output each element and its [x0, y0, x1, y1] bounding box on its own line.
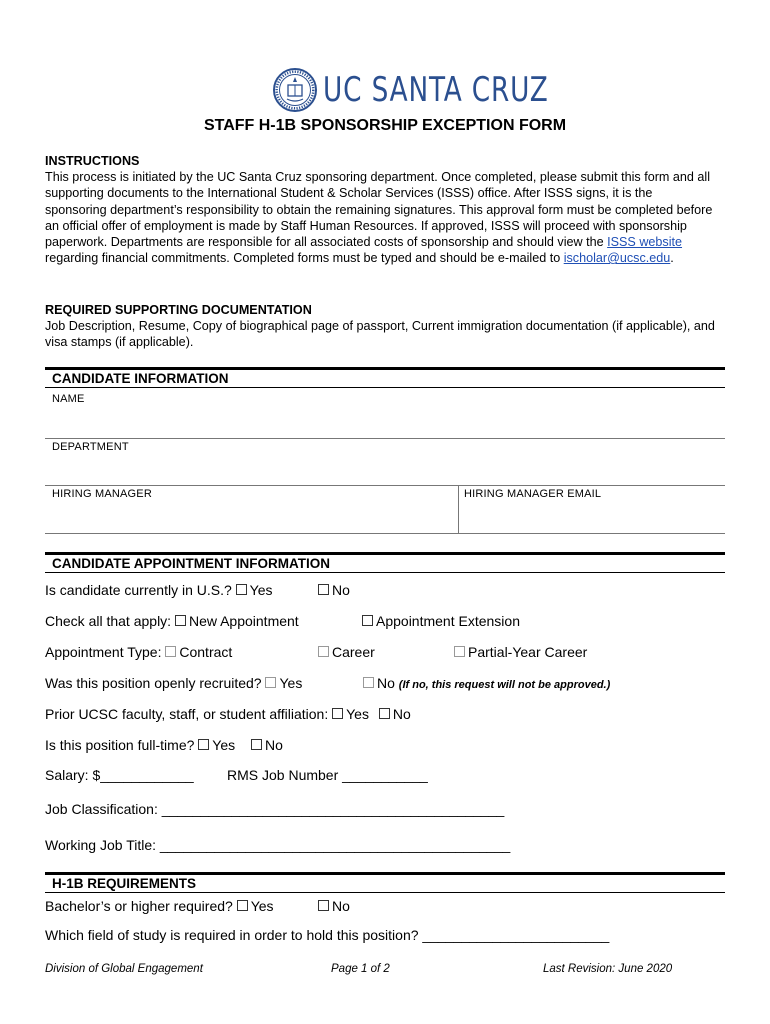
divider: [45, 533, 725, 534]
full-time-label: Is this position full-time?: [45, 737, 195, 753]
prior-affiliation-label: Prior UCSC faculty, staff, or student affiliation:: [45, 706, 329, 722]
recruited-note: (If no, this request will not be approved.): [398, 679, 611, 691]
openly-recruited-question: [45, 675, 302, 691]
hiring-manager-email-label: HIRING MANAGER EMAIL: [464, 488, 602, 500]
full-time-no-checkbox[interactable]: [251, 739, 262, 750]
h1b-section-header: [45, 872, 725, 893]
instructions-text-part-2: regarding financial commitments. Completed forms must be typed and should be e-mailed to: [45, 251, 564, 266]
full-time-yes-checkbox[interactable]: [198, 739, 209, 750]
new-appointment-checkbox[interactable]: [175, 615, 186, 626]
footer-revision: Last Revision: June 2020: [543, 963, 673, 975]
recruited-yes-label: Yes: [279, 675, 303, 691]
full-time-no-label: No: [265, 737, 283, 753]
divider: [45, 485, 725, 486]
candidate-info-heading: CANDIDATE INFORMATION: [52, 371, 229, 386]
prior-affiliation-question: [45, 706, 411, 722]
bachelors-question: [45, 898, 274, 914]
bachelors-yes-label: Yes: [250, 898, 274, 914]
bachelors-no-checkbox[interactable]: [318, 900, 329, 911]
footer-division: Division of Global Engagement: [45, 963, 203, 975]
name-field[interactable]: [45, 408, 725, 438]
appointment-type-question: [45, 644, 232, 660]
hiring-manager-email-field[interactable]: [459, 503, 725, 532]
appointment-extension-label: Appointment Extension: [376, 613, 520, 629]
name-label: NAME: [52, 393, 85, 405]
instructions-heading: INSTRUCTIONS: [45, 154, 140, 168]
page-title: STAFF H-1B SPONSORSHIP EXCEPTION FORM: [203, 117, 567, 134]
contract-label: Contract: [179, 644, 233, 660]
affiliation-no-label: No: [392, 706, 411, 722]
salary-field[interactable]: Salary: $____________: [45, 767, 194, 783]
career-option: [318, 644, 375, 660]
recruited-no-option: [363, 675, 610, 691]
hiring-manager-label: HIRING MANAGER: [52, 488, 152, 500]
supporting-docs-block: [45, 302, 715, 351]
bachelors-no-option: [318, 898, 350, 914]
check-all-label: Check all that apply:: [45, 613, 172, 629]
university-seal-icon: [273, 68, 317, 112]
in-us-question-label: Is candidate currently in U.S.?: [45, 582, 232, 598]
instructions-text: [45, 169, 715, 266]
recruited-no-label: No: [377, 675, 395, 691]
department-field[interactable]: [45, 456, 725, 485]
supporting-docs-heading: REQUIRED SUPPORTING DOCUMENTATION: [45, 303, 312, 317]
footer-page-number: Page 1 of 2: [331, 963, 390, 975]
new-appointment-label: New Appointment: [188, 613, 299, 629]
openly-recruited-label: Was this position openly recruited?: [45, 675, 262, 691]
bachelors-no-label: No: [332, 898, 350, 914]
logo-text: UC SANTA CRUZ: [323, 70, 549, 110]
career-label: Career: [332, 644, 375, 660]
instructions-text-part-3: .: [670, 251, 674, 266]
career-checkbox[interactable]: [318, 646, 329, 657]
affiliation-no-checkbox[interactable]: [379, 708, 390, 719]
in-us-no-option: [318, 582, 350, 598]
isss-email-link[interactable]: ischolar@ucsc.edu: [563, 251, 671, 266]
appointment-type-label: Appointment Type:: [45, 644, 162, 660]
h1b-heading: H-1B REQUIREMENTS: [52, 876, 197, 891]
contract-checkbox[interactable]: [165, 646, 176, 657]
partial-year-career-label: Partial-Year Career: [468, 644, 588, 660]
department-label: DEPARTMENT: [52, 441, 129, 453]
in-us-no-checkbox[interactable]: [318, 584, 329, 595]
instructions-block: [45, 153, 715, 266]
job-classification-field[interactable]: Job Classification: ____________________________________________: [45, 801, 505, 817]
affiliation-yes-label: Yes: [346, 706, 369, 722]
ucsc-logo: [273, 66, 585, 114]
isss-website-link[interactable]: ISSS website: [607, 235, 683, 250]
divider: [45, 438, 725, 439]
working-job-title-field[interactable]: Working Job Title: _____________________________________________: [45, 837, 511, 853]
full-time-yes-label: Yes: [212, 737, 236, 753]
in-us-no-label: No: [332, 582, 350, 598]
check-all-question: [45, 613, 299, 629]
partial-year-career-option: [454, 644, 587, 660]
bachelors-label: Bachelor’s or higher required?: [45, 898, 233, 914]
appointment-extension-checkbox[interactable]: [362, 615, 373, 626]
instructions-text-part-1: This process is initiated by the UC Santa Cruz sponsoring department. Once completed, please submit this form and all supporting documents to the International Student & Scholar Services (ISSS) office. After ISSS signs, it is the sponsoring department’s responsibility to obtain the remaining signatures. This approval form must be completed before an official offer of employment is made by Staff Human Resources. If approved, ISSS will proceed with sponsorship paperwork. Departments are responsible for all associated costs of sponsorship and should view the: [45, 170, 713, 250]
recruited-yes-checkbox[interactable]: [265, 677, 276, 688]
appointment-heading: CANDIDATE APPOINTMENT INFORMATION: [52, 556, 330, 571]
affiliation-yes-checkbox[interactable]: [332, 708, 343, 719]
hiring-manager-field[interactable]: [45, 503, 457, 532]
candidate-info-section-header: [45, 367, 725, 388]
supporting-docs-text: Job Description, Resume, Copy of biographical page of passport, Current immigration documentation (if applicable), and visa stamps (if applicable).: [45, 319, 715, 350]
in-us-yes-checkbox[interactable]: [236, 584, 247, 595]
full-time-question: [45, 737, 283, 753]
bachelors-yes-checkbox[interactable]: [237, 900, 248, 911]
recruited-no-checkbox[interactable]: [363, 677, 374, 688]
appointment-section-header: [45, 552, 725, 573]
in-us-question: [45, 582, 273, 598]
partial-year-career-checkbox[interactable]: [454, 646, 465, 657]
rms-job-number-field[interactable]: RMS Job Number ___________: [227, 767, 428, 783]
appointment-extension-option: [362, 613, 520, 629]
in-us-yes-label: Yes: [249, 582, 273, 598]
field-of-study-field[interactable]: Which field of study is required in order to hold this position? ________________________: [45, 927, 610, 943]
